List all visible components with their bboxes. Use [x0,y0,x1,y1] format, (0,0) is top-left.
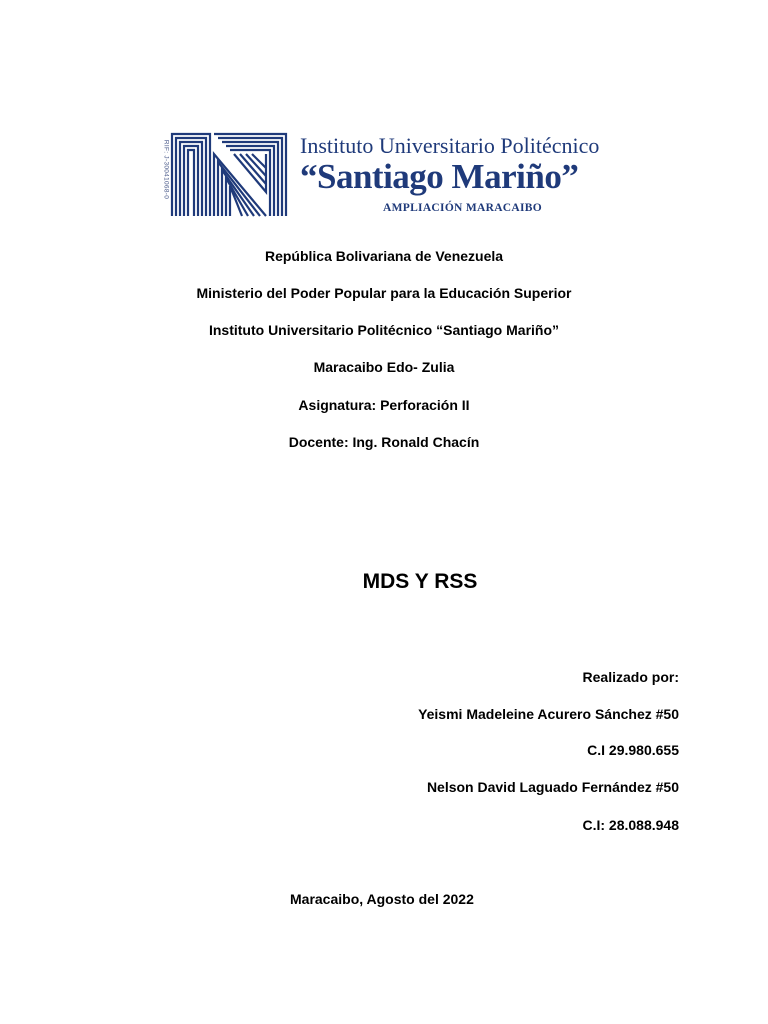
author2-name: Nelson David Laguado Fernández #50 [426,779,679,795]
institute-logo [160,128,630,220]
republic-line: República Bolivariana de Venezuela [264,248,504,264]
logo-text-block [300,134,630,214]
logo-institute-name: Instituto Universitario Politécnico [300,133,600,158]
ministry-line: Ministerio del Poder Popular para la Educación Superior [196,285,572,301]
institute-line: Instituto Universitario Politécnico “Santiago Mariño” [208,322,560,338]
author1-id: C.I 29.980.655 [587,742,679,758]
logo-santiago-marino: “Santiago Mariño” [300,157,579,196]
subject-line: Asignatura: Perforación II [298,397,470,413]
author2-id: C.I: 28.088.948 [582,817,679,833]
teacher-line: Docente: Ing. Ronald Chacín [288,434,480,450]
logo-emblem-icon [170,132,288,218]
logo-rif-text: RIF: J-30041068-0 [162,139,170,200]
logo-ampliacion: AMPLIACIÓN MARACAIBO [383,202,543,214]
author1-name: Yeismi Madeleine Acurero Sánchez #50 [418,706,679,722]
authors-label: Realizado por: [582,669,679,685]
place-date-line: Maracaibo, Agosto del 2022 [290,891,474,907]
document-title: MDS Y RSS [362,570,478,593]
city-line: Maracaibo Edo- Zulia [313,359,455,375]
logo-rif-strip [160,128,170,220]
